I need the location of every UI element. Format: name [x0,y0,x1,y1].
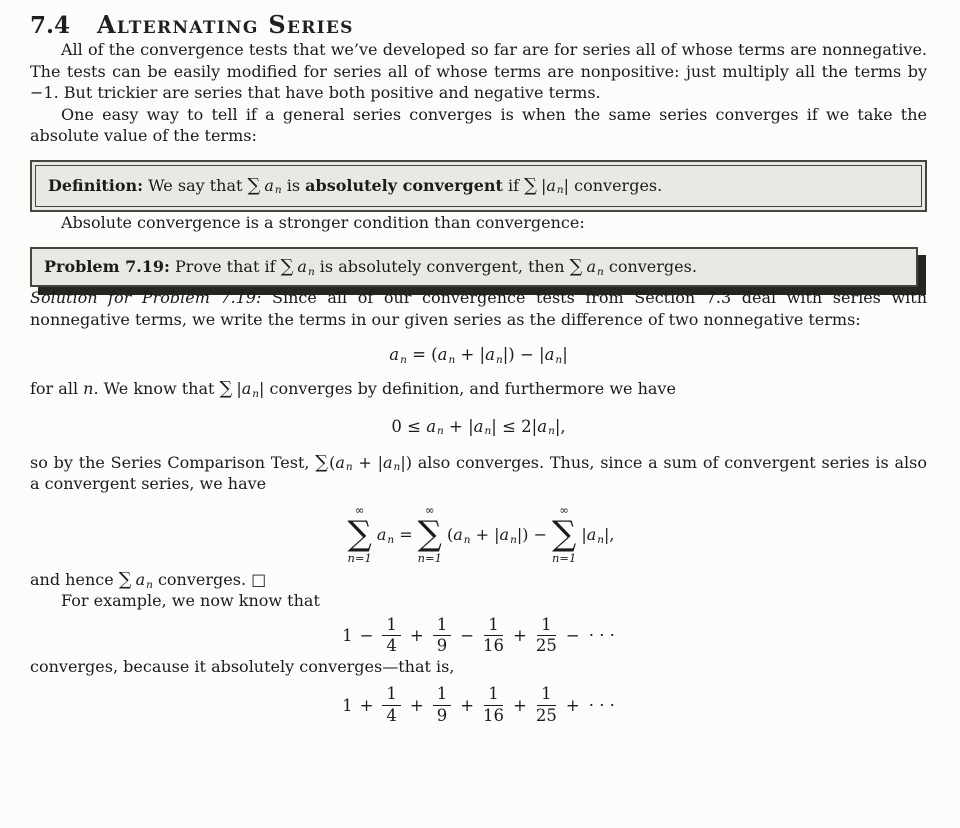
big-sigma-with-limits [417,502,442,566]
series-first-term: 1 [342,695,353,715]
math-op: − [359,626,374,646]
sigma-symbol: ∑ [247,174,261,196]
fraction-denominator: 9 [436,705,448,725]
inline-math-sum-abs-an [524,176,569,195]
math-var-a: a [537,416,548,436]
math-operand [581,525,615,547]
math-operand [376,525,413,547]
limit-infinity: ∞ [425,502,435,517]
math-sub-n: n [548,425,555,438]
math-op: + | [352,452,383,472]
fraction-numerator: 1 [537,616,556,636]
sigma-symbol: ∑ [280,256,294,277]
math-sub-n: n [252,387,260,400]
math-op: − [460,626,475,646]
definition-term-bold: absolutely convergent [305,175,503,195]
math-var-a: a [335,452,345,472]
inline-math-sum-an [248,176,282,195]
math-sub-n: n [345,461,353,474]
equation-inequality [30,417,927,436]
big-sigma-with-limits [551,502,577,566]
problem-label: Problem 7.19: [44,257,170,276]
definition-text-1: We say that [143,175,248,195]
math-bar: | [236,379,242,398]
fraction [483,685,504,725]
math-op: ( [329,452,336,472]
math-op: |, [554,416,566,436]
math-op: + [409,626,424,646]
fraction [433,685,452,725]
fraction-numerator: 1 [537,685,556,705]
fraction-numerator: 1 [433,685,452,705]
math-var-a: a [426,416,437,436]
sigma-symbol: ∑ [347,514,372,554]
inline-math-sum-paren [315,453,412,472]
series-display-alternating [30,616,927,656]
ellipsis-dots: · · · [588,626,615,646]
math-sub-n: n [393,461,401,474]
math-sub-n: n [274,184,282,197]
paragraph-for-example: For example, we now know that [61,591,320,611]
qed-square: □ [251,569,267,589]
math-var-n: n [83,379,94,398]
math-sub-n: n [555,353,563,366]
math-sub-n: n [484,425,492,438]
math-var-a: a [453,525,463,545]
math-op: + | [470,525,500,545]
math-op: + [565,695,580,715]
definition-box [30,160,927,212]
problem-text-1: Prove that if [169,257,281,276]
paragraph-converges-because: converges, because it absolutely converges—that is, [30,656,455,676]
fraction-denominator: 16 [483,705,505,725]
sigma-symbol: ∑ [524,174,537,196]
math-sub-n: n [448,353,456,366]
section-title: Alternating Series [97,10,354,39]
problem-box [30,247,918,287]
math-var-a: a [586,525,597,545]
definition-box-inner [35,165,922,207]
math-var-a: a [297,257,307,276]
math-op: | [562,345,568,364]
section-number: 7.4 [30,12,71,39]
math-sub-n: n [597,534,605,547]
limit-infinity: ∞ [354,502,365,517]
text: for all [30,379,84,398]
fraction [382,616,401,656]
inline-math-sum-an [570,257,604,276]
math-var-a: a [135,569,146,589]
math-op: + [409,695,424,715]
inline-math-sum-abs-an [220,379,265,398]
fraction-denominator: 9 [436,636,448,656]
math-op: + | [455,345,486,364]
limit-lower: n=1 [551,551,577,566]
definition-label: Definition: [48,175,144,195]
fraction-numerator: 1 [484,685,503,705]
math-sub-n: n [463,534,471,547]
math-sub-n: n [400,353,407,366]
fraction-denominator: 16 [483,636,505,656]
math-sub-n: n [556,184,564,197]
text: converges. [152,569,252,589]
math-var-a: a [241,379,252,398]
math-sub-n: n [387,534,395,547]
paragraph-intro: All of the convergence tests that we’ve developed so far are for series all of whose terms are nonnegative. The tests can be easily modified for series all of whose terms are nonpositive: just multiply all the terms by −1. But trickier are series that have both positive and negative terms. [30,40,927,102]
paragraph-absolute-stronger: Absolute convergence is a stronger condition than convergence: [61,212,585,232]
math-sub-n: n [146,578,153,591]
math-var-a: a [473,416,484,436]
fraction-denominator: 4 [386,705,397,725]
math-op: 0 ≤ [391,416,427,436]
paragraph-and-hence [30,569,927,591]
text: . We know that [93,379,220,398]
math-op: + [513,626,527,646]
math-op: = [394,525,413,545]
series-display-absolute [30,685,927,725]
fraction-numerator: 1 [382,685,401,705]
math-sub-n: n [510,534,517,547]
fraction-denominator: 4 [386,636,397,656]
sigma-symbol: ∑ [569,256,583,277]
limit-lower: n=1 [417,551,442,566]
limit-infinity: ∞ [559,502,569,517]
text: so by the Series Comparison Test, [30,452,316,472]
math-bar: | [563,175,570,195]
math-op: |, [604,525,615,545]
math-op: ( [447,525,454,545]
math-op: + [359,695,374,715]
math-var-a: a [389,345,400,364]
math-op: + [460,695,475,715]
fraction [536,685,557,725]
definition-text-3: if [502,175,525,195]
fraction [483,616,504,656]
math-bar: | [540,175,547,195]
sigma-symbol: ∑ [315,451,329,473]
text: converges by definition, and furthermore we have [264,379,676,398]
paragraph-for-all-n [30,378,927,400]
fraction [536,616,557,656]
inline-math-sum-an [281,257,315,276]
math-sub-n: n [495,353,503,366]
sigma-symbol: ∑ [118,568,132,590]
math-var-a: a [544,345,555,364]
big-sigma-with-limits [347,502,372,566]
problem-text-2: is absolutely convergent, then [314,257,570,276]
fraction-denominator: 25 [535,705,557,725]
math-op: + [513,695,527,715]
definition-text-2: is [281,175,306,195]
equation-sum-decomposition [30,502,927,566]
math-op: | [581,525,587,545]
math-sub-n: n [437,425,444,438]
fraction-numerator: 1 [433,616,452,636]
math-var-a: a [383,452,393,472]
sigma-symbol: ∑ [417,514,442,554]
fraction-numerator: 1 [484,616,503,636]
definition-text-4: converges. [569,175,663,195]
math-var-a: a [376,525,387,545]
text: also converges. Thus, since a sum of convergent series is also a convergent series, we have [30,452,927,493]
fraction [433,616,452,656]
math-op: − [565,626,580,646]
inline-math-sum-an [119,570,153,589]
math-op: | ≤ 2| [491,416,538,436]
limit-lower: n=1 [347,551,372,566]
section-heading [30,10,927,39]
math-var-a: a [264,175,274,195]
math-op: + | [443,416,474,436]
fraction-numerator: 1 [382,616,401,636]
paragraph-one-easy-way: One easy way to tell if a general series converges is when the same series converges if we take the absolute value of the terms: [30,104,927,145]
paragraph-solution [30,287,927,330]
solution-lead: Solution for Problem 7.19: [30,288,262,307]
math-op: |) − [516,525,547,545]
math-operand [447,525,547,547]
math-op: = ( [406,345,438,364]
math-var-a: a [586,257,596,276]
math-op: |) − | [502,345,545,364]
sigma-symbol: ∑ [552,514,577,554]
fraction [382,685,401,725]
math-sub-n: n [597,265,604,278]
equation-an-decomposition [30,345,927,364]
solution-text: Since all of our convergence tests from Section 7.3 deal with series with nonnegative terms, we write the terms in our given series as the difference of two nonnegative terms: [30,288,927,329]
math-op: |) [400,452,412,472]
math-var-a: a [437,345,448,364]
text: and hence [30,569,119,589]
series-first-term: 1 [342,626,353,646]
problem-text-3: converges. [603,257,697,276]
math-bar: | [259,379,265,398]
math-var-a: a [546,175,556,195]
math-var-a: a [499,525,510,545]
sigma-symbol: ∑ [219,378,233,399]
math-var-a: a [485,345,495,364]
paragraph-series-comparison [30,452,927,495]
math-sub-n: n [307,265,315,278]
ellipsis-dots: · · · [588,695,615,715]
fraction-denominator: 25 [535,636,557,656]
